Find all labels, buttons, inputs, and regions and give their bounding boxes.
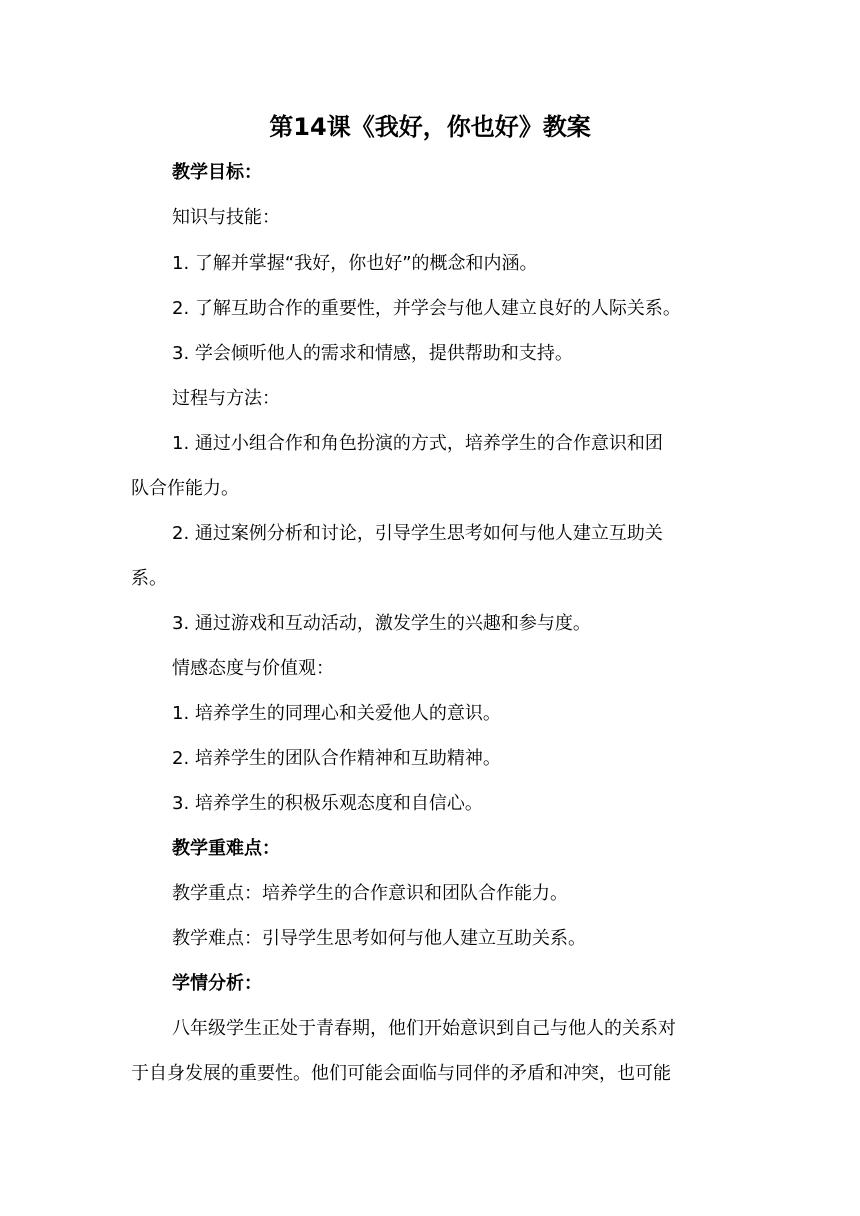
knowledge-label: 知识与技能： [172,207,280,228]
difficult-point: 教学难点：引导学生思考如何与他人建立互助关系。 [172,928,586,949]
emotion-item-1: 1. 培养学生的同理心和关爱他人的意识。 [172,703,501,724]
knowledge-item-3: 3. 学会倾听他人的需求和情感，提供帮助和支持。 [172,343,573,364]
goals-heading: 教学目标： [172,162,262,183]
knowledge-item-2: 2. 了解互助合作的重要性，并学会与他人建立良好的人际关系。 [172,298,681,319]
analysis-line-2: 于自身发展的重要性。他们可能会面临与同伴的矛盾和冲突，也可能 [131,1063,671,1084]
knowledge-item-1: 1. 了解并掌握“我好，你也好”的概念和内涵。 [172,253,538,274]
process-item-2-line-2: 系。 [131,568,167,589]
process-item-2-line-1: 2. 通过案例分析和讨论，引导学生思考如何与他人建立互助关 [172,523,663,544]
document-title: 第14课《我好，你也好》教案 [269,113,591,141]
key-point: 教学重点：培养学生的合作意识和团队合作能力。 [172,883,568,904]
process-item-1-line-2: 队合作能力。 [131,478,239,499]
key-heading: 教学重难点： [172,838,280,859]
process-label: 过程与方法： [172,388,280,409]
analysis-line-1: 八年级学生正处于青春期，他们开始意识到自己与他人的关系对 [172,1018,676,1039]
emotion-label: 情感态度与价值观： [172,658,334,679]
emotion-item-3: 3. 培养学生的积极乐观态度和自信心。 [172,793,483,814]
analysis-heading: 学情分析： [172,973,262,994]
process-item-1-line-1: 1. 通过小组合作和角色扮演的方式，培养学生的合作意识和团 [172,433,663,454]
emotion-item-2: 2. 培养学生的团队合作精神和互助精神。 [172,748,501,769]
process-item-3: 3. 通过游戏和互动活动，激发学生的兴趣和参与度。 [172,613,591,634]
